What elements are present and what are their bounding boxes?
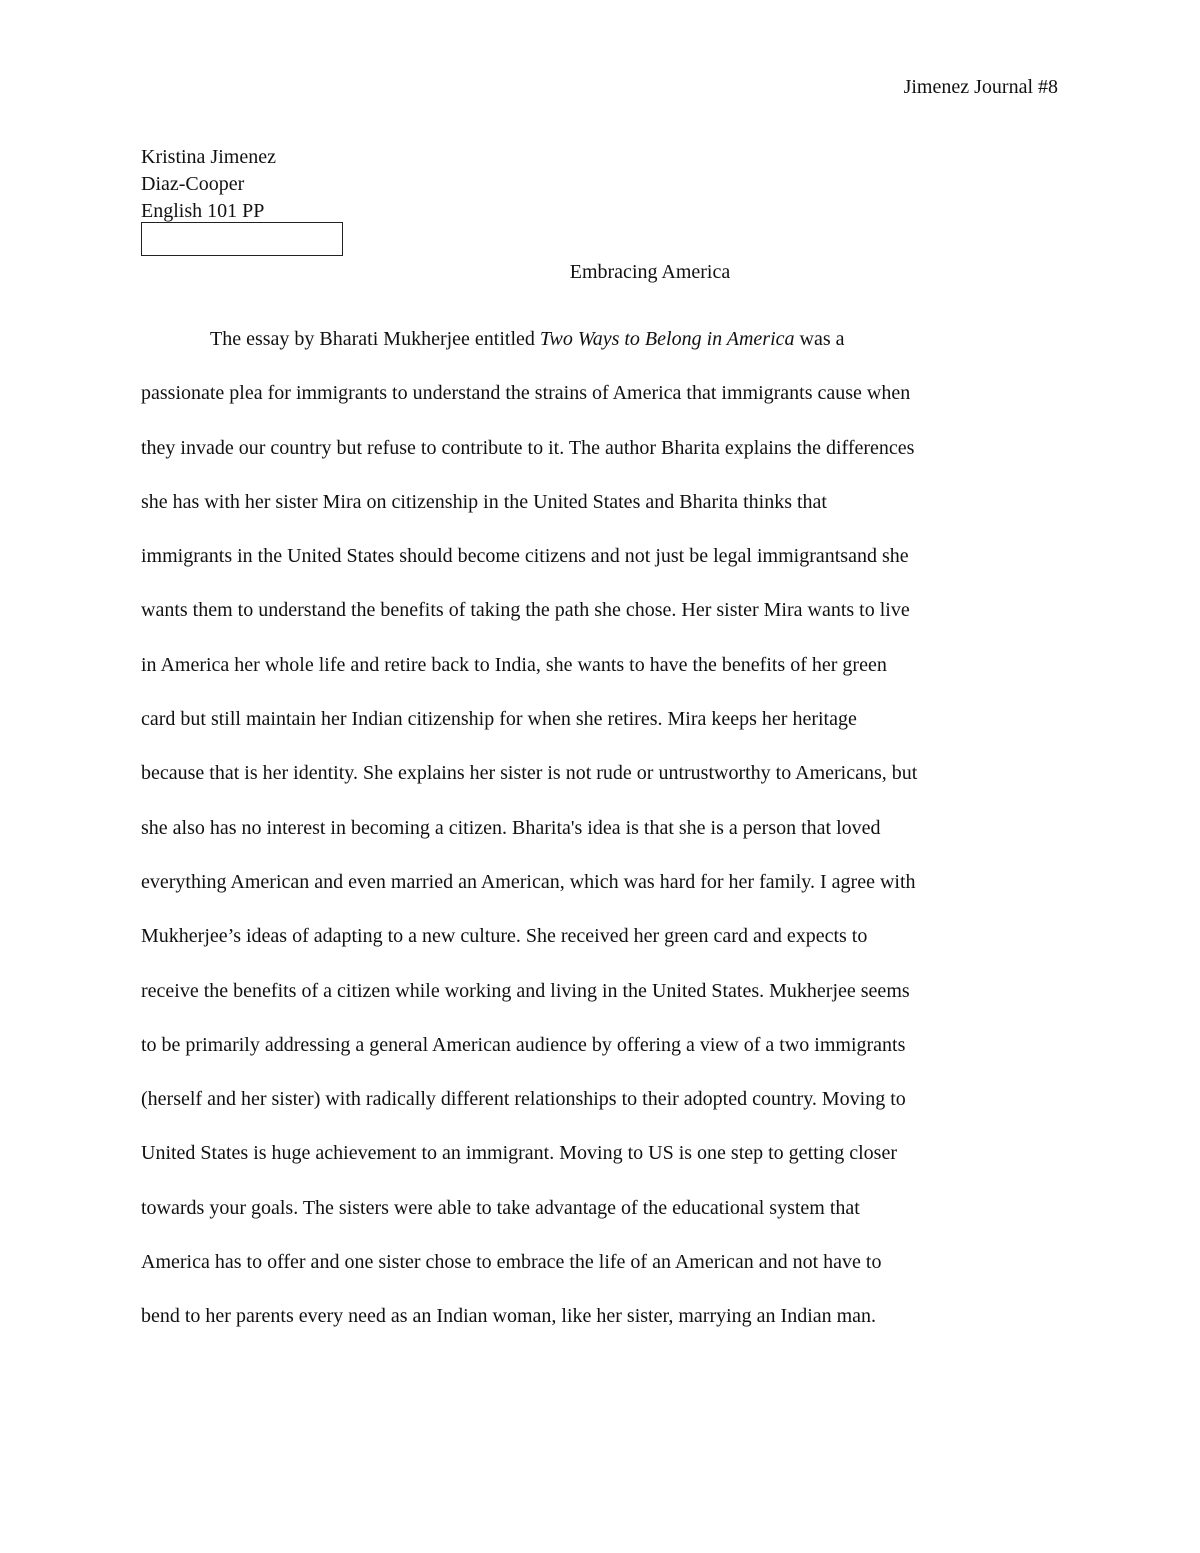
running-header: Jimenez Journal #8: [903, 76, 1058, 98]
essay-line: in America her whole life and retire back to India, she wants to have the benefits of her green: [141, 653, 887, 676]
essay-line: everything American and even married an American, which was hard for her family. I agree with: [141, 870, 916, 893]
empty-text-box: [141, 222, 343, 256]
essay-body: [141, 312, 1061, 1344]
essay-first-line-end: was a: [794, 328, 845, 350]
essay-line: card but still maintain her Indian citizenship for when she retires. Mira keeps her heritage: [141, 708, 857, 731]
essay-line: receive the benefits of a citizen while working and living in the United States. Mukherjee seems: [141, 979, 910, 1002]
essay-title: Embracing America: [569, 261, 731, 283]
essay-first-line: [141, 312, 1061, 366]
essay-line: because that is her identity. She explains her sister is not rude or untrustworthy to Americans, but: [141, 762, 918, 785]
course-name: English 101 PP: [141, 200, 265, 222]
essay-line: she also has no interest in becoming a citizen. Bharita's idea is that she is a person that loved: [141, 816, 881, 839]
essay-line: (herself and her sister) with radically different relationships to their adopted country. Moving to: [141, 1088, 906, 1111]
essay-first-line-start: The essay by Bharati Mukherjee entitled: [210, 328, 540, 350]
essay-line: United States is huge achievement to an immigrant. Moving to US is one step to getting closer: [141, 1142, 897, 1165]
essay-line: America has to offer and one sister chose to embrace the life of an American and not have to: [141, 1251, 882, 1274]
essay-line: wants them to understand the benefits of taking the path she chose. Her sister Mira wants to live: [141, 599, 910, 622]
essay-line: bend to her parents every need as an Indian woman, like her sister, marrying an Indian man.: [141, 1305, 877, 1328]
instructor-name: Diaz-Cooper: [141, 173, 245, 195]
essay-line: towards your goals. The sisters were able to take advantage of the educational system that: [141, 1196, 860, 1219]
essay-line: immigrants in the United States should become citizens and not just be legal immigrantsand she: [141, 545, 909, 568]
essay-source-title: Two Ways to Belong in America: [539, 328, 795, 350]
student-name: Kristina Jimenez: [141, 146, 276, 168]
essay-line: she has with her sister Mira on citizenship in the United States and Bharita thinks that: [141, 490, 827, 513]
essay-line: they invade our country but refuse to contribute to it. The author Bharita explains the differences: [141, 436, 915, 459]
essay-line: Mukherjee’s ideas of adapting to a new culture. She received her green card and expects to: [141, 925, 868, 948]
essay-line: to be primarily addressing a general American audience by offering a view of a two immigrants: [141, 1033, 906, 1056]
essay-line: passionate plea for immigrants to understand the strains of America that immigrants cause when: [141, 382, 911, 405]
student-heading: [141, 144, 276, 225]
